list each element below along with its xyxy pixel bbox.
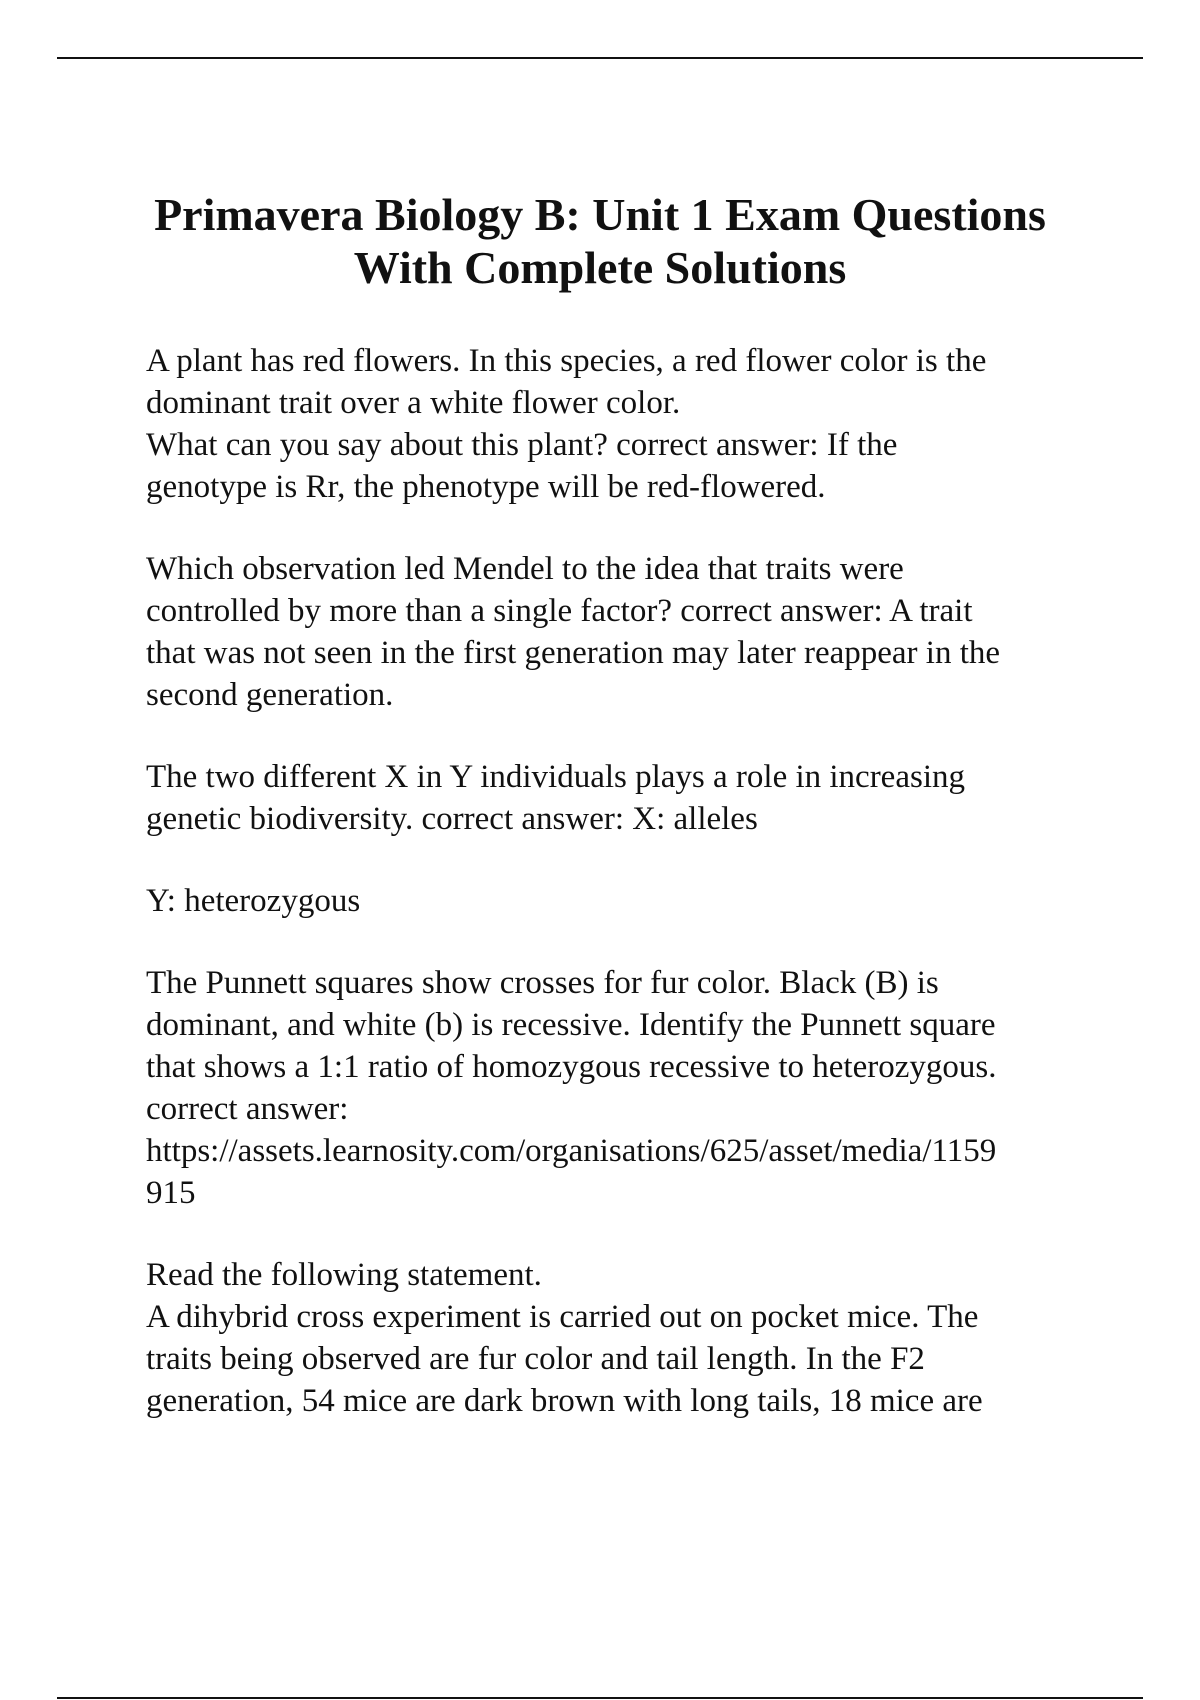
footer-rule xyxy=(57,1697,1143,1699)
answer-url: https://assets.learnosity.com/organisations/625/asset/media/1159 xyxy=(146,1133,997,1169)
text-line: generation, 54 mice are dark brown with long tails, 18 mice are xyxy=(146,1383,983,1419)
answer-url: 915 xyxy=(146,1175,196,1211)
text-line: genotype is Rr, the phenotype will be red-flowered. xyxy=(146,469,826,505)
text-line: Y: heterozygous xyxy=(146,883,361,919)
text-line: What can you say about this plant? correct answer: If the xyxy=(146,427,898,463)
question-block xyxy=(146,756,1146,840)
document-title xyxy=(100,188,1100,294)
question-block xyxy=(146,1254,1146,1422)
text-line: A dihybrid cross experiment is carried out on pocket mice. The xyxy=(146,1299,979,1335)
question-block xyxy=(146,340,1146,508)
question-list xyxy=(146,340,1146,1422)
text-line: A plant has red flowers. In this species, a red flower color is the xyxy=(146,343,987,379)
answer-continuation xyxy=(146,880,1146,922)
question-block xyxy=(146,962,1146,1214)
text-line: traits being observed are fur color and tail length. In the F2 xyxy=(146,1341,925,1377)
text-line: that shows a 1:1 ratio of homozygous recessive to heterozygous. xyxy=(146,1049,997,1085)
question-block xyxy=(146,548,1146,716)
header-rule xyxy=(57,57,1143,59)
text-line: genetic biodiversity. correct answer: X: alleles xyxy=(146,801,758,837)
text-line: that was not seen in the first generation may later reappear in the xyxy=(146,635,1001,671)
text-line: second generation. xyxy=(146,677,394,713)
text-line: The Punnett squares show crosses for fur color. Black (B) is xyxy=(146,965,939,1001)
text-line: correct answer: xyxy=(146,1091,349,1127)
text-line: The two different X in Y individuals plays a role in increasing xyxy=(146,759,965,795)
title-line: With Complete Solutions xyxy=(353,242,847,293)
text-line: controlled by more than a single factor? correct answer: A trait xyxy=(146,593,973,629)
text-line: dominant trait over a white flower color. xyxy=(146,385,681,421)
text-line: dominant, and white (b) is recessive. Identify the Punnett square xyxy=(146,1007,996,1043)
title-line: Primavera Biology B: Unit 1 Exam Questions xyxy=(154,189,1046,240)
text-line: Read the following statement. xyxy=(146,1257,542,1293)
text-line: Which observation led Mendel to the idea that traits were xyxy=(146,551,904,587)
